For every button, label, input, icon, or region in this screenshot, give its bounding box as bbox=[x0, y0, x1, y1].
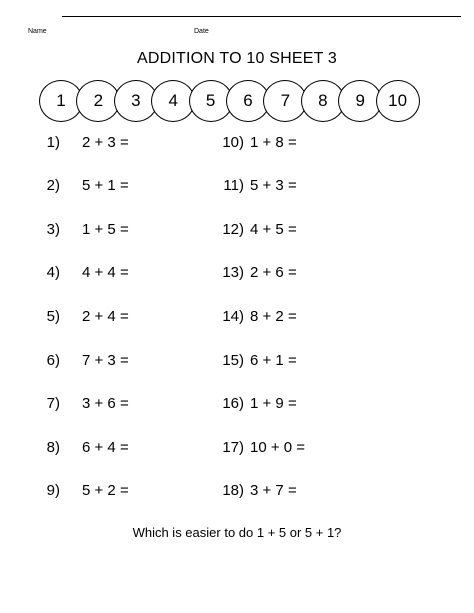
problem-expression: 8 + 2 = bbox=[250, 307, 297, 325]
problem-number: 18) bbox=[222, 482, 244, 500]
problem-expression: 6 + 1 = bbox=[250, 351, 297, 369]
problem-item bbox=[214, 348, 297, 372]
problem-item bbox=[20, 348, 129, 372]
number-bubble: 6 bbox=[226, 80, 270, 122]
problem-item bbox=[214, 174, 297, 198]
problem-number: 12) bbox=[222, 220, 244, 238]
problem-expression: 5 + 3 = bbox=[250, 177, 297, 195]
problem-number: 2) bbox=[46, 177, 60, 195]
problem-item bbox=[214, 392, 297, 416]
problem-number: 15) bbox=[222, 351, 244, 369]
problem-item bbox=[20, 304, 129, 328]
number-bubble: 1 bbox=[39, 80, 83, 122]
problem-item bbox=[214, 130, 297, 154]
problem-expression: 3 + 6 = bbox=[82, 395, 129, 413]
number-bubble: 7 bbox=[263, 80, 307, 122]
problem-number: 6) bbox=[46, 351, 60, 369]
problem-expression: 1 + 9 = bbox=[250, 395, 297, 413]
number-bubble: 5 bbox=[189, 80, 233, 122]
problem-item bbox=[20, 479, 129, 503]
problem-number: 3) bbox=[46, 220, 60, 238]
worksheet-title: ADDITION TO 10 SHEET 3 bbox=[136, 50, 338, 67]
problem-number: 10) bbox=[222, 133, 244, 151]
problem-expression: 4 + 4 = bbox=[82, 264, 129, 282]
problem-expression: 2 + 3 = bbox=[82, 133, 129, 151]
problem-item bbox=[20, 435, 129, 459]
problem-item bbox=[214, 479, 297, 503]
problem-number: 7) bbox=[46, 395, 60, 413]
problem-expression: 6 + 4 = bbox=[82, 438, 129, 456]
problem-number: 8) bbox=[46, 438, 60, 456]
problem-number: 14) bbox=[222, 307, 244, 325]
reflection-question: Which is easier to do 1 + 5 or 5 + 1? bbox=[132, 525, 342, 540]
problem-expression: 4 + 5 = bbox=[250, 220, 297, 238]
problem-item bbox=[214, 261, 297, 285]
number-bubble: 2 bbox=[76, 80, 120, 122]
problem-item bbox=[20, 130, 129, 154]
problem-expression: 2 + 6 = bbox=[250, 264, 297, 282]
number-line bbox=[39, 80, 429, 124]
problem-expression: 1 + 8 = bbox=[250, 133, 297, 151]
problem-number: 11) bbox=[223, 177, 244, 195]
problem-item bbox=[20, 392, 129, 416]
problem-number: 9) bbox=[46, 482, 60, 500]
number-bubble: 3 bbox=[114, 80, 158, 122]
number-bubble: 8 bbox=[301, 80, 345, 122]
problem-expression: 1 + 5 = bbox=[82, 220, 129, 238]
problem-number: 5) bbox=[46, 307, 60, 325]
date-label: Date bbox=[194, 28, 209, 35]
problem-number: 1) bbox=[46, 133, 60, 151]
problem-item bbox=[20, 261, 129, 285]
problem-item bbox=[214, 217, 297, 241]
number-bubble: 10 bbox=[376, 80, 420, 122]
problem-number: 4) bbox=[46, 264, 60, 282]
problem-expression: 5 + 2 = bbox=[82, 482, 129, 500]
problem-item bbox=[214, 304, 297, 328]
number-bubble: 4 bbox=[151, 80, 195, 122]
problem-expression: 2 + 4 = bbox=[82, 307, 129, 325]
problem-expression: 5 + 1 = bbox=[82, 177, 129, 195]
worksheet-header bbox=[0, 0, 474, 40]
name-label: Name bbox=[28, 28, 47, 35]
problem-expression: 10 + 0 = bbox=[250, 438, 306, 456]
problem-item bbox=[214, 435, 305, 459]
problem-item bbox=[20, 217, 129, 241]
problem-number: 17) bbox=[222, 438, 244, 456]
problem-number: 16) bbox=[222, 395, 244, 413]
problem-list bbox=[0, 130, 474, 510]
problem-expression: 7 + 3 = bbox=[82, 351, 129, 369]
header-rule bbox=[62, 16, 461, 17]
problem-item bbox=[20, 174, 129, 198]
problem-expression: 3 + 7 = bbox=[250, 482, 297, 500]
problem-number: 13) bbox=[222, 264, 244, 282]
number-bubble: 9 bbox=[338, 80, 382, 122]
